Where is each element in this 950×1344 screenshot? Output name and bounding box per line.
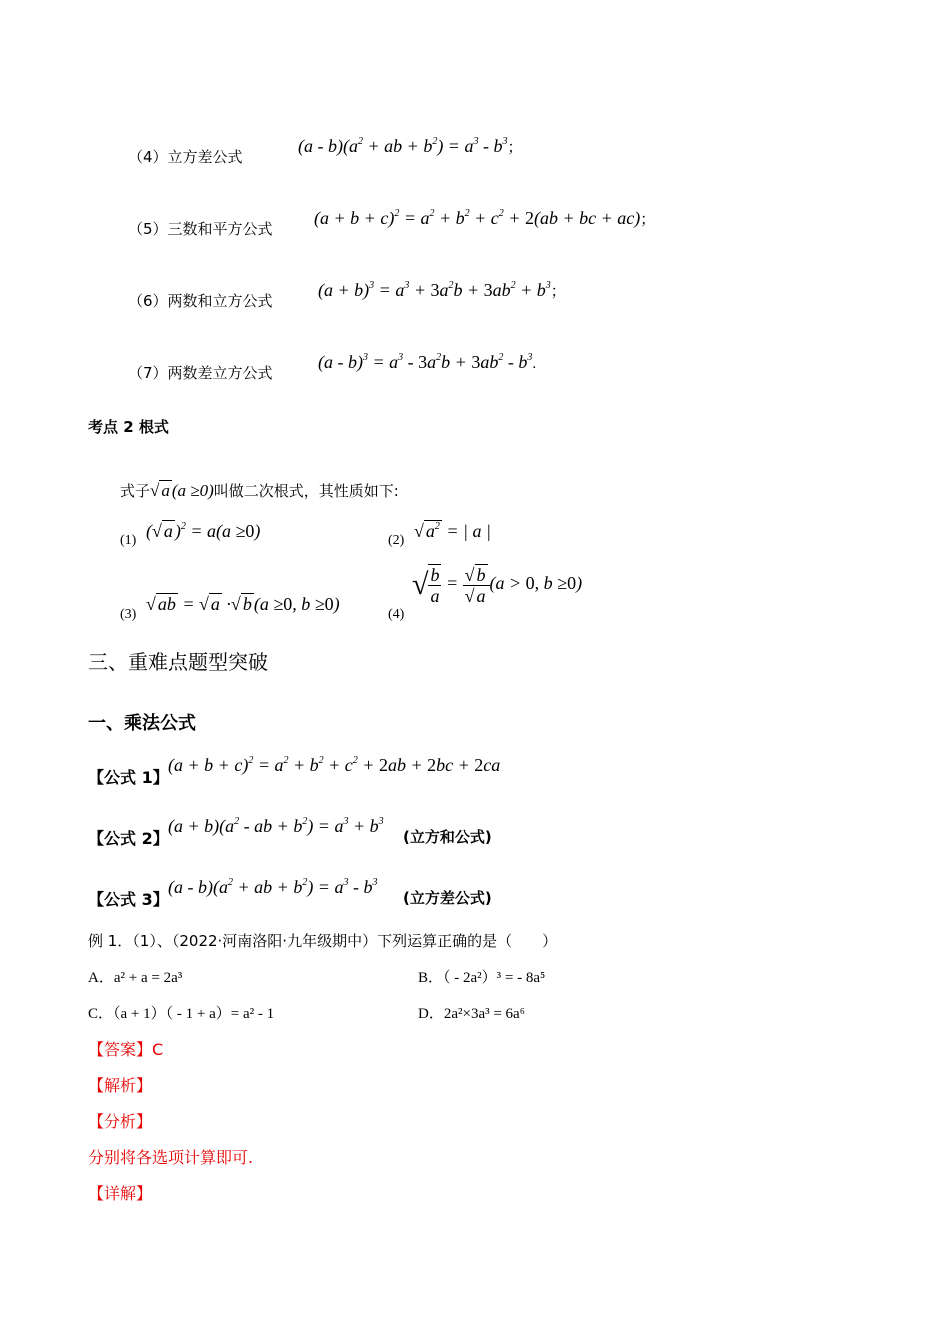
- formula-2-label: 【公式 2】: [88, 829, 169, 848]
- fenxi-label: 【分析】: [88, 1112, 153, 1131]
- option-b: B．（ - 2a²）³ = - 8a⁵: [418, 970, 546, 986]
- option-d: D．2a²×3a³ = 6a⁶: [418, 1006, 525, 1022]
- formula-5-label: （5）三数和平方公式: [128, 220, 273, 238]
- detail-label: 【详解】: [88, 1184, 153, 1203]
- prop-4-num: (4): [388, 607, 405, 622]
- section-2-intro: 式子√ a (a ≥0)叫做二次根式，其性质如下:: [120, 481, 399, 500]
- prop-4-expr: √ $\frac{b}{a}$ = $\frac{√ b}{√ a}$ (a > 0, b ≥0): [412, 564, 583, 606]
- prop-1-num: (1): [120, 533, 137, 548]
- formula-4-expr: $(a - b)(a^2$ + ab + $b^2) = a^3 - b^3$；: [298, 136, 523, 156]
- formula-7-expr: $(a - b)^3 = a^3 - 3a^2b + 3ab^2 - b^3$.: [318, 352, 537, 372]
- formula-3-label: 【公式 3】: [88, 890, 169, 909]
- section-2-intro-expr: (a ≥0): [171, 481, 214, 500]
- prop-2-expr: √ $a^2$ = | a |: [414, 521, 491, 541]
- section-3-title: 三、重难点题型突破: [88, 650, 268, 674]
- fenxi-text: 分别将各选项计算即可.: [88, 1148, 254, 1167]
- answer-label: 【答案】C: [88, 1040, 164, 1059]
- formula-2-expr: $(a + b)(a^2$ - ab + $b^2) = a^3 + b^3$: [168, 816, 384, 836]
- section-2-title: 考点 2 根式: [88, 418, 169, 436]
- example-title: 例 1．（1）、（2022·河南洛阳·九年级期中）下列运算正确的是（ ）: [88, 932, 558, 950]
- formula-3-expr: $(a - b)(a^2$ + ab + $b^2) = a^3 - b^3$: [168, 877, 378, 897]
- option-a: A．a² + a = 2a³: [88, 970, 183, 986]
- prop-3-expr: √ ab = √ a ·√ b (a ≥0, b ≥0): [146, 594, 340, 614]
- formula-1-label: 【公式 1】: [88, 768, 169, 787]
- section-3-subtitle: 一、乘法公式: [88, 713, 196, 734]
- formula-3-note: (立方差公式): [403, 889, 492, 907]
- prop-3-num: (3): [120, 607, 137, 622]
- prop-1-expr: (√ a )$^2$ = a(a ≥0): [146, 521, 261, 541]
- formula-7-label: （7）两数差立方公式: [128, 364, 273, 382]
- prop-2-num: (2): [388, 533, 405, 548]
- formula-5-expr: $(a + b + c)^2 = a^2 + b^2 + c^2 + 2(ab$ + bc + ac)；: [314, 208, 656, 228]
- option-c: C．（a + 1）（ - 1 + a）= a² - 1: [88, 1006, 275, 1022]
- analysis-label: 【解析】: [88, 1076, 153, 1095]
- formula-4-label: （4）立方差公式: [128, 148, 243, 166]
- formula-6-label: （6）两数和立方公式: [128, 292, 273, 310]
- formula-2-note: (立方和公式): [403, 828, 492, 846]
- formula-6-expr: $(a + b)^3 = a^3 + 3a^2b + 3ab^2 + b^3$；: [318, 280, 566, 300]
- formula-1-expr: $(a + b + c)^2 = a^2 + b^2 + c^2 + 2ab + 2bc + 2ca$: [168, 755, 501, 775]
